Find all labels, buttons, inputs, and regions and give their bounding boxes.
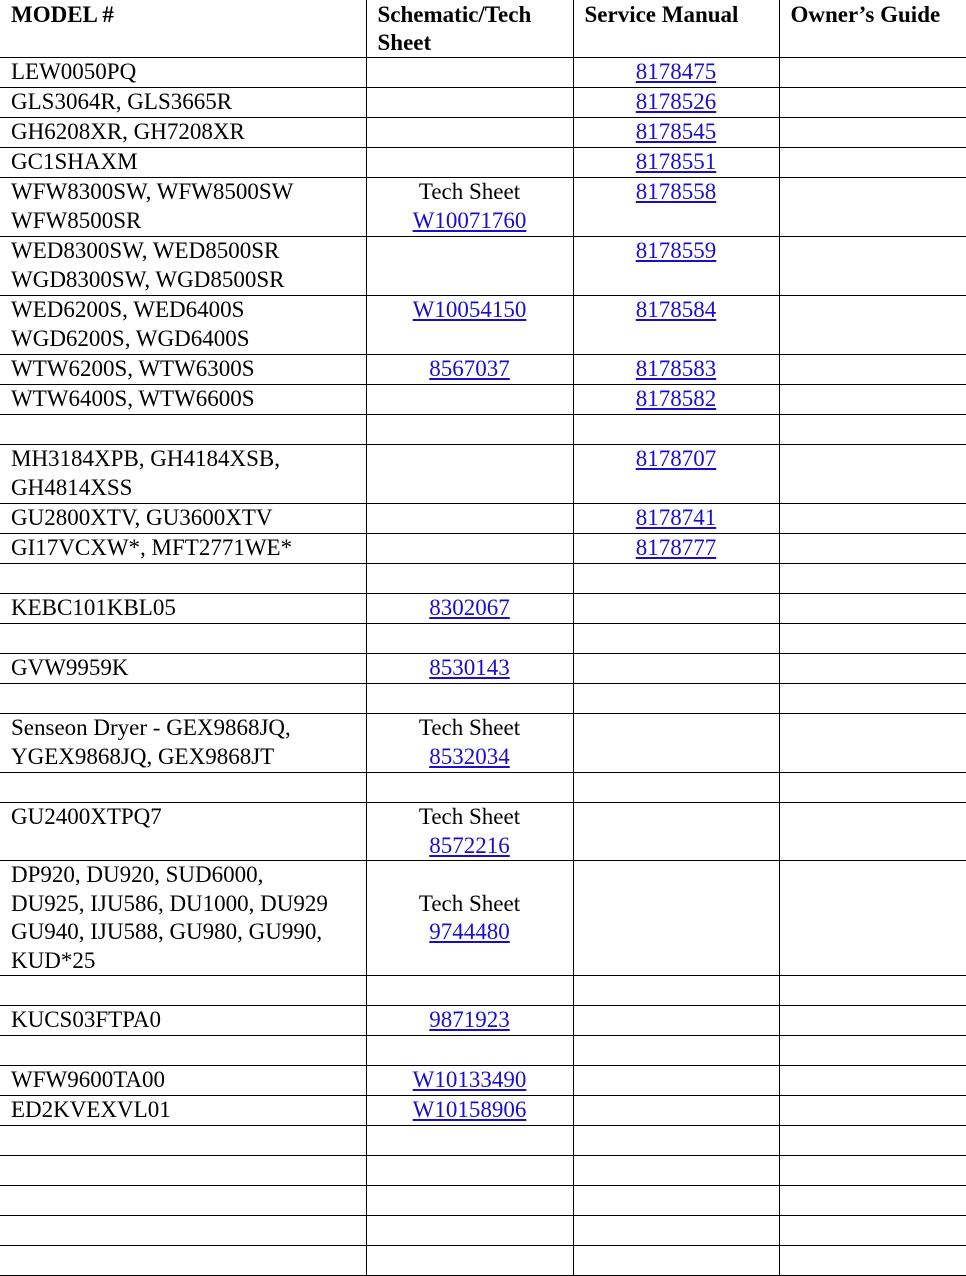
table-row (0, 504, 966, 534)
model-cell (0, 594, 366, 624)
table-row (0, 564, 966, 594)
service-manual-cell (573, 237, 779, 296)
owners-guide-cell (779, 1216, 966, 1246)
model-number-text: DU925, IJU586, DU1000, DU929 (11, 890, 328, 916)
service-manual-link[interactable]: 8178475 (635, 59, 717, 84)
model-number-text: GI17VCXW*, MFT2771WE* (11, 535, 293, 560)
model-cell (0, 355, 366, 385)
model-number-text: WFW8500SR (11, 207, 142, 233)
service-manual-cell (573, 88, 779, 118)
table-row (0, 861, 966, 976)
model-cell (0, 654, 366, 684)
schematic-cell (366, 504, 573, 534)
owners-guide-cell (779, 385, 966, 415)
service-manual-cell (573, 1036, 779, 1066)
schematic-link[interactable]: W10133490 (412, 1067, 527, 1092)
owners-guide-cell (779, 594, 966, 624)
schematic-cell (366, 684, 573, 714)
service-manual-cell (573, 624, 779, 654)
model-number-text: KUD*25 (11, 947, 96, 973)
owners-guide-cell (779, 445, 966, 504)
service-manual-cell (573, 1066, 779, 1096)
table-row (0, 976, 966, 1006)
owners-guide-cell (779, 118, 966, 148)
owners-guide-cell (779, 1186, 966, 1216)
table-body (0, 58, 966, 1276)
table-row (0, 178, 966, 237)
service-manual-cell (573, 684, 779, 714)
model-cell (0, 534, 366, 564)
service-manual-cell (573, 594, 779, 624)
service-manual-link[interactable]: 8178558 (635, 179, 717, 204)
model-cell (0, 118, 366, 148)
owners-guide-cell (779, 1096, 966, 1126)
model-number-text: KUCS03FTPA0 (11, 1007, 161, 1032)
table-row (0, 1126, 966, 1156)
owners-guide-cell (779, 803, 966, 861)
service-manual-cell (573, 58, 779, 88)
owners-guide-cell (779, 624, 966, 654)
model-cell (0, 684, 366, 714)
header-row (0, 0, 966, 58)
schematic-cell (366, 1186, 573, 1216)
schematic-cell (366, 1156, 573, 1186)
schematic-link[interactable]: 8302067 (429, 595, 510, 620)
model-cell (0, 1006, 366, 1036)
model-number-text: WGD6200S, WGD6400S (11, 325, 250, 351)
service-manual-cell (573, 773, 779, 803)
owners-guide-cell (779, 1246, 966, 1276)
service-manual-cell (573, 564, 779, 594)
owners-guide-cell (779, 861, 966, 976)
service-manual-cell (573, 976, 779, 1006)
table-row (0, 88, 966, 118)
service-manual-link[interactable]: 8178583 (635, 356, 717, 381)
owners-guide-cell (779, 1126, 966, 1156)
model-cell (0, 445, 366, 504)
service-manual-cell (573, 534, 779, 564)
schematic-link[interactable]: 8572216 (429, 832, 510, 858)
owners-guide-cell (779, 88, 966, 118)
service-manual-cell (573, 445, 779, 504)
model-cell (0, 385, 366, 415)
model-number-text: GLS3064R, GLS3665R (11, 89, 233, 114)
schematic-cell (366, 861, 573, 976)
schematic-link[interactable]: 9744480 (429, 919, 510, 944)
model-number-text: GH6208XR, GH7208XR (11, 119, 245, 144)
owners-guide-cell (779, 355, 966, 385)
model-number-text: WGD8300SW, WGD8500SR (11, 266, 285, 292)
table-row (0, 803, 966, 861)
service-manual-cell (573, 148, 779, 178)
owners-guide-cell (779, 1066, 966, 1096)
schematic-cell (366, 148, 573, 178)
schematic-cell (366, 564, 573, 594)
model-cell (0, 803, 366, 861)
table-row (0, 445, 966, 504)
owners-guide-cell (779, 714, 966, 773)
schematic-link[interactable]: 8532034 (429, 743, 510, 769)
table-row (0, 148, 966, 178)
service-manual-link[interactable]: 8178777 (635, 535, 717, 560)
schematic-cell (366, 355, 573, 385)
schematic-cell (366, 1216, 573, 1246)
header-model: MODEL # (0, 0, 366, 58)
model-number-text: MH3184XPB, GH4184XSB, (11, 446, 281, 471)
service-manual-cell (573, 654, 779, 684)
owners-guide-cell (779, 773, 966, 803)
tech-sheet-label: Tech Sheet (418, 890, 521, 916)
service-manual-cell (573, 118, 779, 148)
schematic-cell (366, 1126, 573, 1156)
model-cell (0, 1186, 366, 1216)
service-manual-cell (573, 504, 779, 534)
table-row (0, 624, 966, 654)
model-number-text: ED2KVEXVL01 (11, 1097, 171, 1122)
model-cell (0, 178, 366, 237)
schematic-cell (366, 88, 573, 118)
service-manual-cell (573, 861, 779, 976)
table-row (0, 118, 966, 148)
service-manual-cell (573, 803, 779, 861)
tech-sheet-label: Tech Sheet (418, 179, 521, 204)
service-manual-cell (573, 1126, 779, 1156)
schematic-cell (366, 1246, 573, 1276)
schematic-link[interactable]: 8530143 (429, 655, 510, 680)
model-number-text: WED6200S, WED6400S (11, 297, 245, 322)
schematic-link[interactable]: 9871923 (429, 1007, 510, 1032)
schematic-cell (366, 1096, 573, 1126)
model-cell (0, 1216, 366, 1246)
model-cell (0, 773, 366, 803)
table-row (0, 773, 966, 803)
table-row (0, 355, 966, 385)
model-cell (0, 296, 366, 355)
schematic-cell (366, 773, 573, 803)
owners-guide-cell (779, 504, 966, 534)
service-manual-link[interactable]: 8178741 (635, 505, 717, 530)
service-manual-link[interactable]: 8178584 (635, 297, 717, 322)
model-cell (0, 237, 366, 296)
owners-guide-cell (779, 684, 966, 714)
service-manual-cell (573, 1186, 779, 1216)
model-cell (0, 1246, 366, 1276)
model-cell (0, 624, 366, 654)
owners-guide-cell (779, 1156, 966, 1186)
table-row (0, 1096, 966, 1126)
schematic-cell (366, 1006, 573, 1036)
table-row (0, 1036, 966, 1066)
owners-guide-cell (779, 148, 966, 178)
table-row (0, 237, 966, 296)
model-number-text: WED8300SW, WED8500SR (11, 238, 280, 263)
table-row (0, 1156, 966, 1186)
owners-guide-cell (779, 415, 966, 445)
owners-guide-cell (779, 1036, 966, 1066)
table-row (0, 1066, 966, 1096)
schematic-cell (366, 594, 573, 624)
table-row (0, 58, 966, 88)
service-manual-link[interactable]: 8178707 (635, 446, 717, 471)
schematic-cell (366, 624, 573, 654)
service-manual-cell (573, 1156, 779, 1186)
model-number-text: GH4814XSS (11, 474, 133, 500)
schematic-cell (366, 237, 573, 296)
schematic-link[interactable]: W10054150 (412, 297, 527, 322)
table-row (0, 296, 966, 355)
model-cell (0, 1096, 366, 1126)
owners-guide-cell (779, 296, 966, 355)
schematic-cell (366, 1036, 573, 1066)
model-number-text: WTW6200S, WTW6300S (11, 356, 255, 381)
model-number-text: GU2400XTPQ7 (11, 804, 162, 829)
table-row (0, 1246, 966, 1276)
model-cell (0, 1036, 366, 1066)
table-row (0, 684, 966, 714)
schematic-cell (366, 714, 573, 773)
owners-guide-cell (779, 178, 966, 237)
schematic-cell (366, 118, 573, 148)
service-manual-link[interactable]: 8178559 (635, 238, 717, 263)
service-manual-cell (573, 385, 779, 415)
tech-sheet-label: Tech Sheet (418, 715, 521, 740)
model-cell (0, 564, 366, 594)
schematic-cell (366, 385, 573, 415)
schematic-cell (366, 58, 573, 88)
model-cell (0, 148, 366, 178)
schematic-cell (366, 534, 573, 564)
model-cell (0, 861, 366, 976)
header-schematic: Schematic/Tech Sheet (366, 0, 573, 58)
service-manual-link[interactable]: 8178545 (635, 119, 717, 144)
schematic-link[interactable]: 8567037 (429, 356, 510, 381)
model-cell (0, 504, 366, 534)
model-number-text: GU940, IJU588, GU980, GU990, (11, 919, 323, 944)
service-manual-link[interactable]: 8178551 (635, 149, 717, 174)
service-manual-link[interactable]: 8178582 (635, 386, 717, 411)
table-row (0, 1006, 966, 1036)
service-manual-cell (573, 415, 779, 445)
service-manual-link[interactable]: 8178526 (635, 89, 717, 114)
service-manual-cell (573, 296, 779, 355)
table-row (0, 654, 966, 684)
owners-guide-cell (779, 1006, 966, 1036)
model-number-text: GC1SHAXM (11, 149, 138, 174)
owners-guide-cell (779, 237, 966, 296)
model-cell (0, 88, 366, 118)
model-number-text: GU2800XTV, GU3600XTV (11, 505, 273, 530)
header-service-manual: Service Manual (573, 0, 779, 58)
owners-guide-cell (779, 976, 966, 1006)
schematic-link[interactable]: W10071760 (412, 207, 527, 233)
table-row (0, 594, 966, 624)
header-owners-guide: Owner’s Guide (779, 0, 966, 58)
table-row (0, 714, 966, 773)
model-cell (0, 415, 366, 445)
table-row (0, 415, 966, 445)
model-number-text: KEBC101KBL05 (11, 595, 176, 620)
model-number-text: DP920, DU920, SUD6000, (11, 862, 264, 887)
schematic-cell (366, 415, 573, 445)
service-manual-cell (573, 1216, 779, 1246)
schematic-cell (366, 445, 573, 504)
model-number-text: WFW8300SW, WFW8500SW (11, 179, 294, 204)
tech-sheet-label: Tech Sheet (418, 804, 521, 829)
owners-guide-cell (779, 564, 966, 594)
service-manual-cell (573, 1096, 779, 1126)
schematic-cell (366, 296, 573, 355)
model-cell (0, 1066, 366, 1096)
service-manual-cell (573, 355, 779, 385)
schematic-cell (366, 803, 573, 861)
table-row (0, 385, 966, 415)
schematic-cell (366, 976, 573, 1006)
table-row (0, 1216, 966, 1246)
model-number-text: LEW0050PQ (11, 59, 137, 84)
model-cell (0, 1126, 366, 1156)
model-number-text: Senseon Dryer - GEX9868JQ, (11, 715, 291, 740)
schematic-link[interactable]: W10158906 (412, 1097, 527, 1122)
table-row (0, 534, 966, 564)
model-cell (0, 976, 366, 1006)
schematic-cell (366, 654, 573, 684)
table-row (0, 1186, 966, 1216)
model-cell (0, 714, 366, 773)
service-manual-cell (573, 1246, 779, 1276)
model-number-text: YGEX9868JQ, GEX9868JT (11, 743, 275, 769)
owners-guide-cell (779, 654, 966, 684)
owners-guide-cell (779, 58, 966, 88)
service-manual-cell (573, 178, 779, 237)
model-number-text: WTW6400S, WTW6600S (11, 386, 255, 411)
model-cell (0, 58, 366, 88)
schematic-cell (366, 178, 573, 237)
model-number-text: WFW9600TA00 (11, 1067, 166, 1092)
service-manual-cell (573, 714, 779, 773)
owners-guide-cell (779, 534, 966, 564)
schematic-cell (366, 1066, 573, 1096)
service-manual-cell (573, 1006, 779, 1036)
model-number-text: GVW9959K (11, 655, 129, 680)
model-cell (0, 1156, 366, 1186)
